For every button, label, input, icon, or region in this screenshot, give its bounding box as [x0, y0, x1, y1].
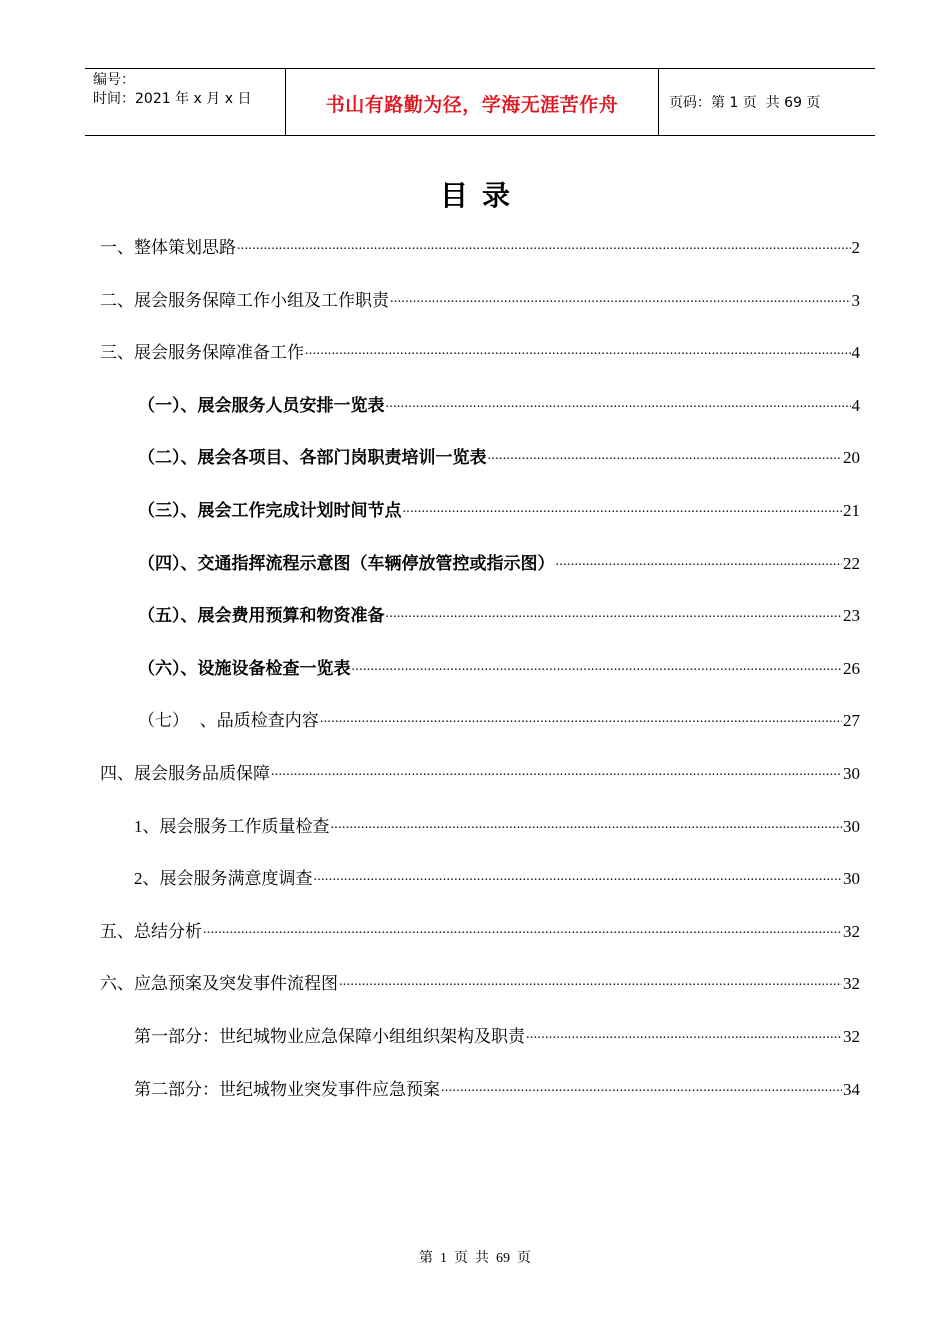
toc-entry[interactable]	[100, 1047, 860, 1100]
toc-entry[interactable]	[100, 942, 860, 995]
toc-entry-page: 21	[843, 500, 860, 520]
toc-entry-label: 第一部分：世纪城物业应急保障小组组织架构及职责	[134, 1026, 525, 1046]
toc-entry[interactable]	[100, 837, 860, 890]
toc-title: 目录	[439, 179, 524, 212]
toc-entry[interactable]	[100, 258, 860, 311]
toc-entry-page: 3	[851, 290, 860, 310]
toc-leader-dots	[237, 238, 851, 254]
toc-entry-page: 32	[843, 1026, 860, 1046]
page-footer: 第 1 页 共 69 页	[419, 1251, 531, 1266]
toc-leader-dots	[320, 711, 842, 727]
toc-entry[interactable]	[100, 232, 860, 258]
toc-entry-label: 五、总结分析	[100, 921, 202, 942]
header-number: 编号：	[93, 72, 135, 88]
toc-entry[interactable]	[100, 521, 860, 574]
toc-leader-dots	[331, 817, 843, 833]
table-of-contents	[100, 232, 860, 1100]
toc-leader-dots	[386, 606, 843, 622]
toc-entry-label: 六、应急预案及突发事件流程图	[100, 974, 338, 995]
toc-entry[interactable]	[100, 889, 860, 942]
toc-entry[interactable]	[100, 626, 860, 679]
toc-entry-page: 22	[843, 553, 860, 573]
toc-leader-dots	[403, 501, 843, 517]
toc-entry[interactable]	[100, 679, 860, 732]
toc-entry-label: （三）、展会工作完成计划时间节点	[138, 500, 402, 521]
toc-entry[interactable]	[100, 311, 860, 364]
toc-leader-dots	[314, 869, 843, 885]
toc-entry-label: 一、整体策划思路	[100, 238, 236, 258]
toc-leader-dots	[352, 659, 843, 675]
toc-entry[interactable]	[100, 468, 860, 521]
header-page-info	[659, 69, 875, 135]
toc-leader-dots	[526, 1027, 842, 1043]
toc-entry-label: （一）、展会服务人员安排一览表	[138, 395, 385, 416]
toc-entry[interactable]	[100, 416, 860, 469]
toc-entry[interactable]	[100, 574, 860, 627]
toc-leader-dots	[488, 448, 843, 464]
toc-leader-dots	[305, 343, 851, 359]
toc-entry-page: 2	[851, 238, 860, 257]
toc-leader-dots	[203, 922, 842, 938]
toc-leader-dots	[556, 554, 843, 570]
toc-entry[interactable]	[100, 994, 860, 1047]
toc-leader-dots	[441, 1080, 842, 1096]
toc-entry-page: 30	[843, 816, 860, 836]
toc-entry[interactable]	[100, 363, 860, 416]
toc-entry-page: 30	[843, 763, 860, 783]
toc-entry-page: 27	[843, 711, 860, 731]
toc-entry-label: 2、展会服务满意度调查	[134, 869, 313, 889]
toc-entry-label: （五）、展会费用预算和物资准备	[138, 606, 385, 627]
toc-entry-page: 30	[843, 869, 860, 889]
header-time: 时间：2021 年 x 月 x 日	[93, 91, 252, 107]
toc-entry-page: 32	[843, 974, 860, 994]
toc-leader-dots	[271, 764, 842, 780]
toc-entry-page: 20	[843, 448, 860, 468]
toc-entry-page: 23	[843, 606, 860, 626]
toc-entry-label: 二、展会服务保障工作小组及工作职责	[100, 290, 389, 311]
header-page-text: 页码：第 1 页 共 69 页	[669, 95, 821, 111]
toc-entry-label: （四）、交通指挥流程示意图（车辆停放管控或指示图）	[138, 553, 555, 574]
toc-entry-label: 1、展会服务工作质量检查	[134, 816, 330, 836]
toc-entry-page: 34	[843, 1079, 860, 1099]
toc-entry-page: 4	[851, 343, 860, 363]
toc-leader-dots	[390, 291, 851, 307]
toc-entry[interactable]	[100, 784, 860, 837]
toc-entry-label: 三、展会服务保障准备工作	[100, 343, 304, 364]
toc-entry-page: 32	[843, 921, 860, 941]
toc-entry-label: 第二部分：世纪城物业突发事件应急预案	[134, 1079, 440, 1099]
document-header	[85, 68, 875, 136]
toc-leader-dots	[339, 974, 842, 990]
header-meta	[85, 69, 286, 135]
header-motto: 书山有路勤为径，学海无涯苦作舟	[286, 69, 659, 135]
toc-entry[interactable]	[100, 731, 860, 784]
toc-entry-label: （二）、展会各项目、各部门岗职责培训一览表	[138, 448, 487, 469]
toc-entry-page: 4	[851, 395, 860, 415]
toc-entry-page: 26	[843, 658, 860, 678]
toc-entry-label: 四、展会服务品质保障	[100, 763, 270, 784]
toc-leader-dots	[386, 396, 851, 412]
toc-entry-label: （六）、设施设备检查一览表	[138, 658, 351, 679]
toc-entry-label: （七） 、品质检查内容	[138, 711, 319, 732]
